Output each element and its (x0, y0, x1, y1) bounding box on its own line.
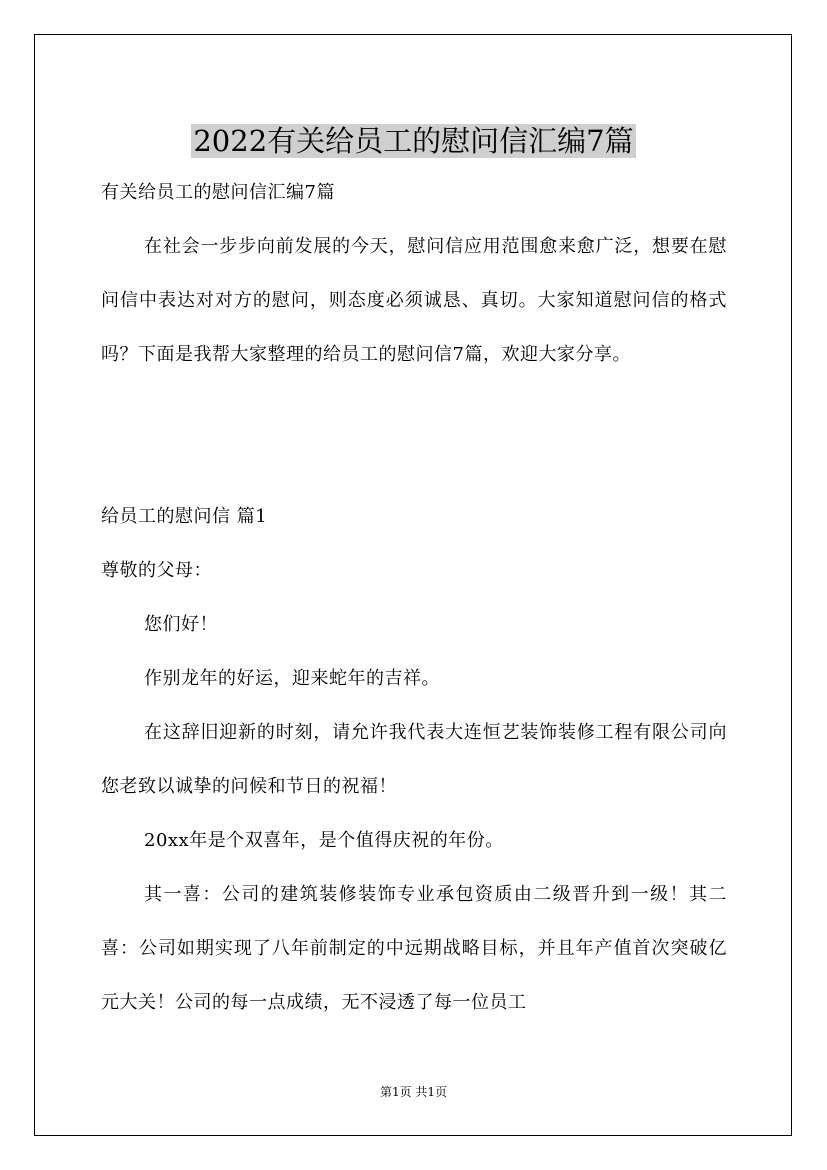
salutation: 尊敬的父母： (101, 560, 212, 581)
greeting: 您们好！ (144, 614, 218, 635)
document-title: 2022有关给员工的慰问信汇编7篇 (193, 124, 634, 159)
page-footer: 第1页 共1页 (379, 1085, 448, 1099)
section-heading: 给员工的慰问信 篇1 (101, 506, 268, 527)
body-paragraph: 其一喜：公司的建筑装修装饰专业承包资质由二级晋升到一级！其二喜：公司如期实现了八年前制定的中远期战略目标，并且年产值首次突破亿元大关！公司的每一点成绩，无不浸透了每一位员工 (101, 884, 727, 1013)
body-paragraph: 20xx年是个双喜年，是个值得庆祝的年份。 (144, 830, 504, 851)
body-paragraph: 在这辞旧迎新的时刻，请允许我代表大连恒艺装饰装修工程有限公司向您老致以诚挚的问候和节日的祝福！ (101, 722, 727, 797)
intro-paragraph: 在社会一步步向前发展的今天，慰问信应用范围愈来愈广泛，想要在慰问信中表达对对方的慰问，则态度必须诚恳、真切。大家知道慰问信的格式吗？下面是我帮大家整理的给员工的慰问信7篇，欢迎大家分享。 (101, 236, 727, 365)
body-paragraph: 作别龙年的好运，迎来蛇年的吉祥。 (144, 668, 440, 689)
document-subtitle: 有关给员工的慰问信汇编7篇 (101, 182, 335, 203)
